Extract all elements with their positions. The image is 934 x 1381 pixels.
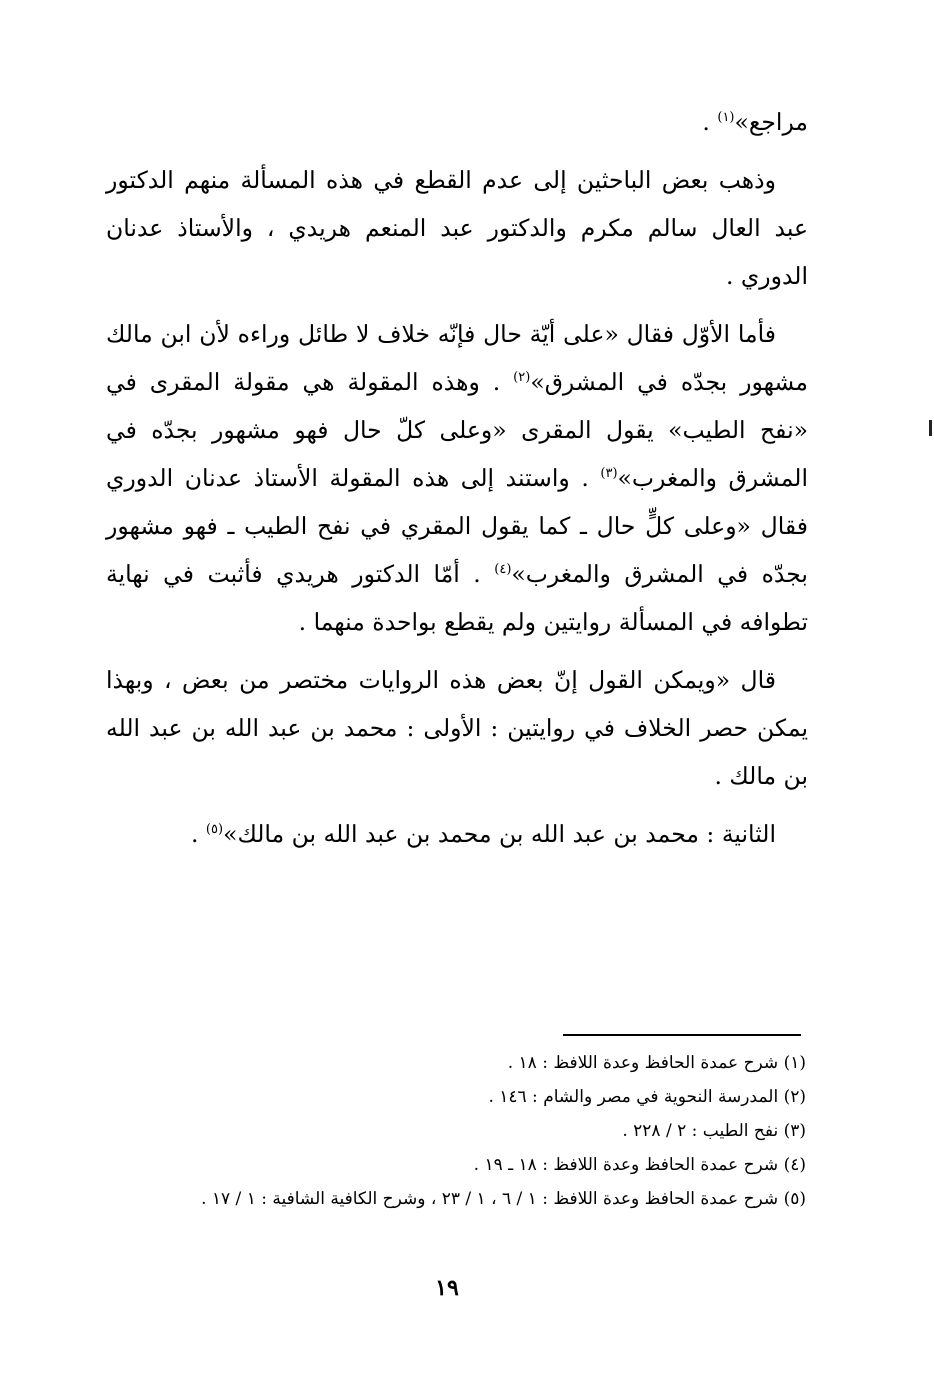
footnote-4: (٤) شرح عمدة الحافظ وعدة اللافظ : ١٨ ـ ١٩ .: [473, 1155, 806, 1175]
paragraph-3-part-b: . وهذه المقولة هي مقولة المقرى في «نفح الطيب» يقول المقرى «وعلى كلّ حال فهو مشهور بجدّه في المشرق والمغرب»: [106, 368, 808, 492]
footnote-ref-3: (٣): [600, 466, 618, 482]
footnote-3: (٣) نفح الطيب : ٢ / ٢٢٨ .: [622, 1121, 806, 1141]
paragraph-1-end: .: [702, 108, 718, 136]
paragraph-3-part-a: فأما الأوّل فقال «على أيّة حال فإنّه خلاف لا طائل وراءه لأن ابن مالك مشهور بجدّه في المشرق»: [106, 320, 808, 396]
paragraph-1-text: مراجع»: [734, 108, 808, 136]
paragraph-2: وذهب بعض الباحثين إلى عدم القطع في هذه المسألة منهم الدكتور عبد العال سالم مكرم والدكتور عبد المنعم هريدي ، والأستاذ عدنان الدوري .: [106, 166, 808, 290]
footnote-ref-4: (٤): [494, 562, 512, 578]
paragraph-5-end: .: [190, 820, 206, 848]
footnote-ref-1: (١): [717, 110, 735, 126]
footnote-ref-2: (٢): [513, 370, 531, 386]
paragraph-3: [106, 310, 808, 646]
paragraph-3-part-d: . أمّا الدكتور هريدي فأثبت في نهاية تطوافه في المسألة روايتين ولم يقطع بواحدة منهما .: [106, 560, 808, 636]
paragraph-1: [106, 98, 808, 146]
footnote-ref-5: (٥): [205, 822, 224, 838]
footnote-2: (٢) المدرسة النحوية في مصر والشام : ١٤٦ .: [488, 1087, 806, 1107]
paragraph-3-part-c: . واستند إلى هذه المقولة الأستاذ عدنان الدوري فقال «وعلى كلٍّ حال ـ كما يقول المقري في نفح الطيب ـ فهو مشهور بجدّه في المشرق والمغرب»: [106, 464, 808, 588]
main-text: [106, 98, 808, 858]
margin-mark: [929, 420, 932, 436]
footnote-divider: [563, 1034, 801, 1036]
footnotes: [108, 1046, 806, 1216]
paragraph-4: قال «ويمكن القول إنّ بعض هذه الروايات مختصر من بعض ، وبهذا يمكن حصر الخلاف في روايتين : الأولى : محمد بن عبد الله بن عبد الله بن مالك .: [106, 666, 808, 790]
paragraph-5-text: الثانية : محمد بن عبد الله بن محمد بن عبد الله بن مالك»: [223, 820, 776, 848]
footnote-5: (٥) شرح عمدة الحافظ وعدة اللافظ : ١ / ٦ ، ١ / ٢٣ ، وشرح الكافية الشافية : ١ / ١٧ .: [201, 1189, 806, 1209]
page-number: ١٩: [435, 1275, 459, 1301]
paragraph-5: [106, 810, 808, 858]
footnote-1: (١) شرح عمدة الحافظ وعدة اللافظ : ١٨ .: [507, 1053, 806, 1073]
